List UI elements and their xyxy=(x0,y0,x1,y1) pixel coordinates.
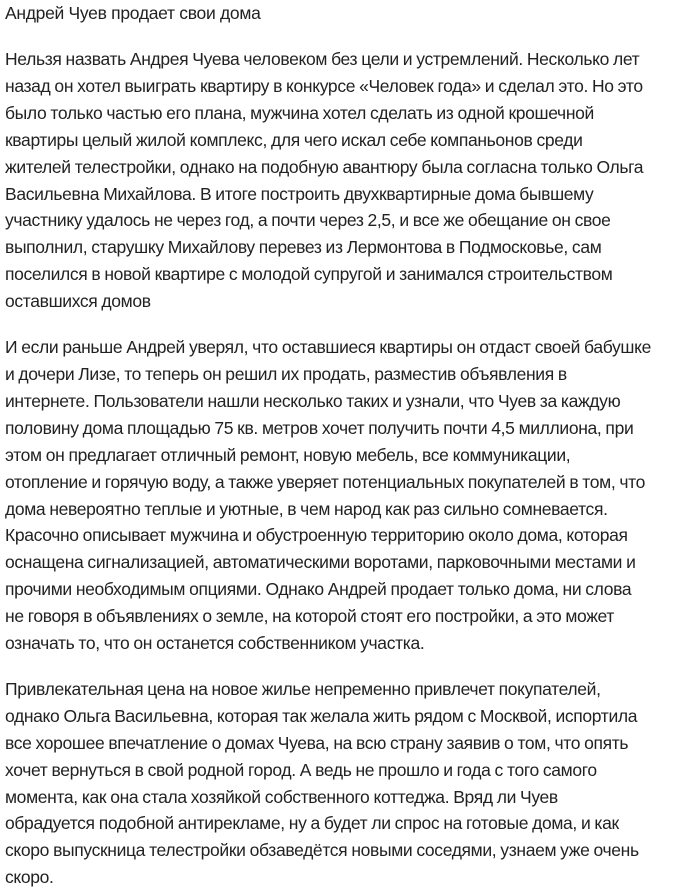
text-line: было только частью его плана, мужчина хотел сделать из одной крошечной xyxy=(5,102,594,123)
text-line: Привлекательная цена на новое жилье непременно привлечет покупателей, xyxy=(5,678,601,699)
text-line: оставшихся домов xyxy=(5,291,151,312)
text-line: момента, как она стала хозяйкой собственного коттеджа. Вряд ли Чуев xyxy=(5,786,558,807)
text-line: скоро. xyxy=(5,867,54,888)
text-line: обрадуется подобной антирекламе, ну а будет ли спрос на готовые дома, и как xyxy=(5,813,619,834)
text-line: однако Ольга Васильевна, которая так желала жить рядом с Москвой, испортила xyxy=(5,705,638,726)
text-line: скоро выпускница телестройки обзаведётся новыми соседями, узнаем уже очень xyxy=(5,840,639,861)
text-line: не говоря в объявлениях о земле, на которой стоят его постройки, а это может xyxy=(5,606,615,627)
text-line: Нельзя назвать Андрея Чуева человеком без цели и устремлений. Несколько лет xyxy=(5,49,640,69)
paragraph-1 xyxy=(5,46,693,315)
paragraph-2 xyxy=(5,334,693,657)
text-line: оснащена сигнализацией, автоматическими воротами, парковочными местами и xyxy=(5,552,636,573)
text-line: все хорошее впечатление о домах Чуева, на всю страну заявив о том, что опять xyxy=(5,732,629,753)
text-line: половину дома площадью 75 кв. метров хочет получить почти 4,5 миллиона, при xyxy=(5,417,634,438)
text-line: Васильевна Михайлова. В итоге построить двухквартирные дома бывшему xyxy=(5,183,594,204)
text-line: означать то, что он останется собственником участка. xyxy=(5,633,425,654)
text-line: хочет вернуться в свой родной город. А ведь не прошло и года с того самого xyxy=(5,759,597,780)
text-line: этом он предлагает отличный ремонт, новую мебель, все коммуникации, xyxy=(5,444,571,465)
text-line: отопление и горячую воду, а также уверяет потенциальных покупателей в том, что xyxy=(5,471,645,492)
text-line: выполнил, старушку Михайлову перевез из Лермонтова в Подмосковье, сам xyxy=(5,237,602,258)
text-line: назад он хотел выиграть квартиру в конкурсе «Человек года» и сделал это. Но это xyxy=(5,75,643,96)
text-line: квартиры целый жилой комплекс, для чего искал себе компаньонов среди xyxy=(5,129,583,150)
text-line: и дочери Лизе, то теперь он решил их продать, разместив объявления в xyxy=(5,363,567,384)
paragraph-3 xyxy=(5,676,693,891)
text-line: Красочно описывает мужчина и обустроенную территорию около дома, которая xyxy=(5,525,628,546)
text-line: жителей телестройки, однако на подобную авантюру была согласна только Ольга xyxy=(5,156,644,177)
text-line: поселился в новой квартире с молодой супругой и занимался строительством xyxy=(5,264,613,285)
text-line: интернете. Пользователи нашли несколько таких и узнали, что Чуев за каждую xyxy=(5,390,621,411)
text-line: прочими необходимым опциями. Однако Андрей продает только дома, ни слова xyxy=(5,579,632,600)
text-line: участнику удалось не через год, а почти через 2,5, и все же обещание он свое xyxy=(5,210,611,231)
text-line: дома невероятно теплые и уютные, в чем народ как раз сильно сомневается. xyxy=(5,498,608,519)
article-title: Андрей Чуев продает свои дома xyxy=(5,3,261,23)
text-line: И если раньше Андрей уверял, что оставшиеся квартиры он отдаст своей бабушке xyxy=(5,337,651,358)
